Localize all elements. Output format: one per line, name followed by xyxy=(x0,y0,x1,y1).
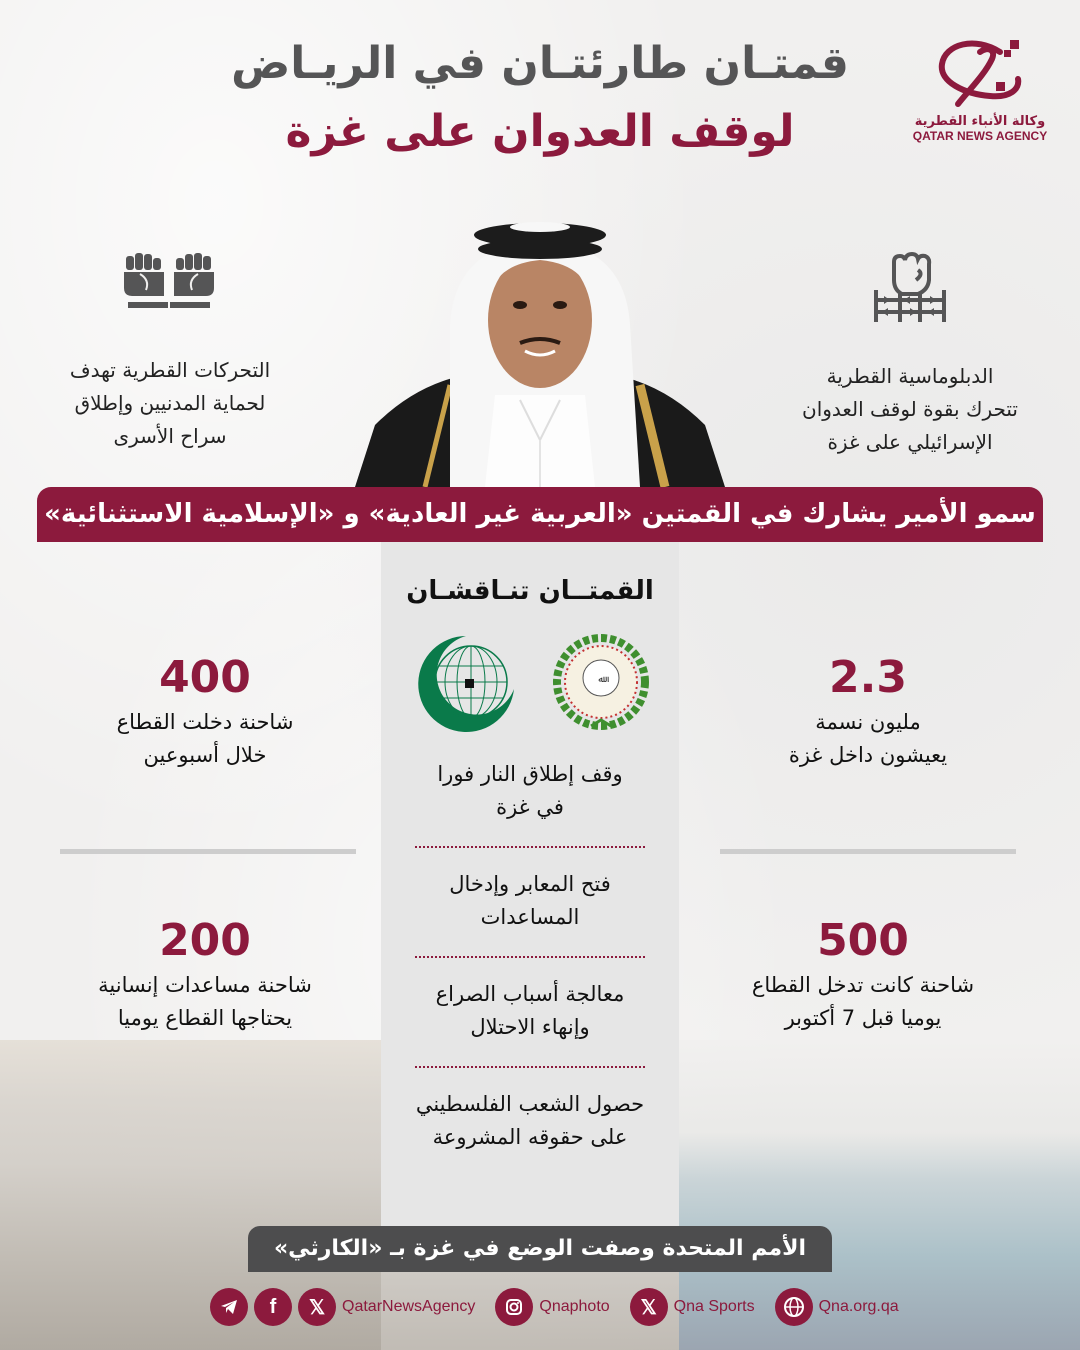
stat-label-line2: يحتاجها القطاع يوميا xyxy=(117,1006,293,1030)
telegram-icon[interactable] xyxy=(210,1288,248,1326)
stat-value: 200 xyxy=(159,915,251,966)
x-icon[interactable]: 𝕏 xyxy=(298,1288,336,1326)
stat-trucks-needed-daily xyxy=(55,915,355,1035)
svg-text:ﷲ: ﷲ xyxy=(598,675,604,685)
stat-population xyxy=(718,652,1018,772)
stat-label-line1: شاحنة دخلت القطاع xyxy=(116,710,294,734)
topic-1-line1: وقف إطلاق النار فورا xyxy=(437,762,623,786)
dotted-divider xyxy=(415,1066,645,1068)
social-label-qna-sports[interactable]: Qna Sports xyxy=(673,1298,755,1315)
social-label-qatarnewsagency[interactable]: QatarNewsAgency xyxy=(342,1298,476,1315)
section-divider xyxy=(720,849,1016,854)
facebook-icon[interactable]: f xyxy=(254,1288,292,1326)
topics-heading: القمتــان تنـاقشـان xyxy=(406,576,654,606)
feature-left-line2: لحماية المدنيين وإطلاق xyxy=(74,391,266,415)
qna-logo-icon xyxy=(930,34,1030,114)
chained-fists-icon xyxy=(120,250,220,320)
stat-value: 500 xyxy=(817,915,909,966)
stat-trucks-before-oct7 xyxy=(713,915,1013,1035)
main-title-line2: لوقف العدوان على غزة xyxy=(285,106,795,157)
stat-label-line1: مليون نسمة xyxy=(815,710,921,734)
topic-4 xyxy=(381,1088,679,1154)
topic-2 xyxy=(381,868,679,934)
topic-1 xyxy=(381,758,679,824)
social-label-website[interactable]: Qna.org.qa xyxy=(818,1298,899,1315)
feature-right-line3: الإسرائيلي على غزة xyxy=(827,430,993,454)
un-note-bar: الأمم المتحدة وصفت الوضع في غزة بـ «الكارثي» xyxy=(248,1226,832,1272)
feature-right-line2: تتحرك بقوة لوقف العدوان xyxy=(802,397,1018,421)
topic-4-line1: حصول الشعب الفلسطيني xyxy=(415,1092,645,1116)
feature-right-line1: الدبلوماسية القطرية xyxy=(826,364,994,388)
logo-name-en: QATAR NEWS AGENCY xyxy=(912,129,1048,143)
instagram-icon[interactable] xyxy=(495,1288,533,1326)
arab-league-logo xyxy=(553,634,649,734)
stat-value: 2.3 xyxy=(829,652,907,703)
fist-barbed-wire-icon xyxy=(870,250,950,326)
stat-value: 400 xyxy=(159,652,251,703)
social-links xyxy=(210,1287,899,1327)
x-icon[interactable]: 𝕏 xyxy=(630,1288,668,1326)
topic-2-line2: المساعدات xyxy=(480,905,580,929)
globe-icon[interactable] xyxy=(775,1288,813,1326)
topic-3 xyxy=(381,978,679,1044)
stat-label-line1: شاحنة كانت تدخل القطاع xyxy=(751,973,975,997)
section-divider xyxy=(60,849,356,854)
feature-left-line3: سراح الأسرى xyxy=(113,424,227,448)
topic-3-line2: وإنهاء الاحتلال xyxy=(470,1015,590,1039)
dotted-divider xyxy=(415,956,645,958)
logo-name-ar: وكالة الأنباء القطرية xyxy=(914,114,1046,129)
feature-left-line1: التحركات القطرية تهدف xyxy=(69,358,271,382)
feature-right xyxy=(770,250,1050,459)
feature-left xyxy=(30,250,310,453)
stat-label-line2: يوميا قبل 7 أكتوبر xyxy=(784,1006,942,1030)
topic-2-line1: فتح المعابر وإدخال xyxy=(449,872,611,896)
stat-label-line2: خلال أسبوعين xyxy=(143,743,267,767)
main-title-line1: قمتـان طارئتـان في الريـاض xyxy=(231,38,849,89)
topic-4-line2: على حقوقه المشروعة xyxy=(432,1125,628,1149)
stat-label-line1: شاحنة مساعدات إنسانية xyxy=(98,973,312,997)
qna-logo xyxy=(905,34,1055,159)
oic-logo xyxy=(416,634,516,734)
summit-banner: سمو الأمير يشارك في القمتين «العربية غير العادية» و «الإسلامية الاستثنائية» xyxy=(37,487,1043,542)
stat-trucks-two-weeks xyxy=(55,652,355,772)
topic-3-line1: معالجة أسباب الصراع xyxy=(435,982,625,1006)
stat-label-line2: يعيشون داخل غزة xyxy=(788,743,948,767)
social-label-qnaphoto[interactable]: Qnaphoto xyxy=(539,1298,610,1315)
emir-portrait xyxy=(355,215,725,487)
dotted-divider xyxy=(415,846,645,848)
topic-1-line2: في غزة xyxy=(496,795,564,819)
summit-topics-column xyxy=(381,542,679,1232)
